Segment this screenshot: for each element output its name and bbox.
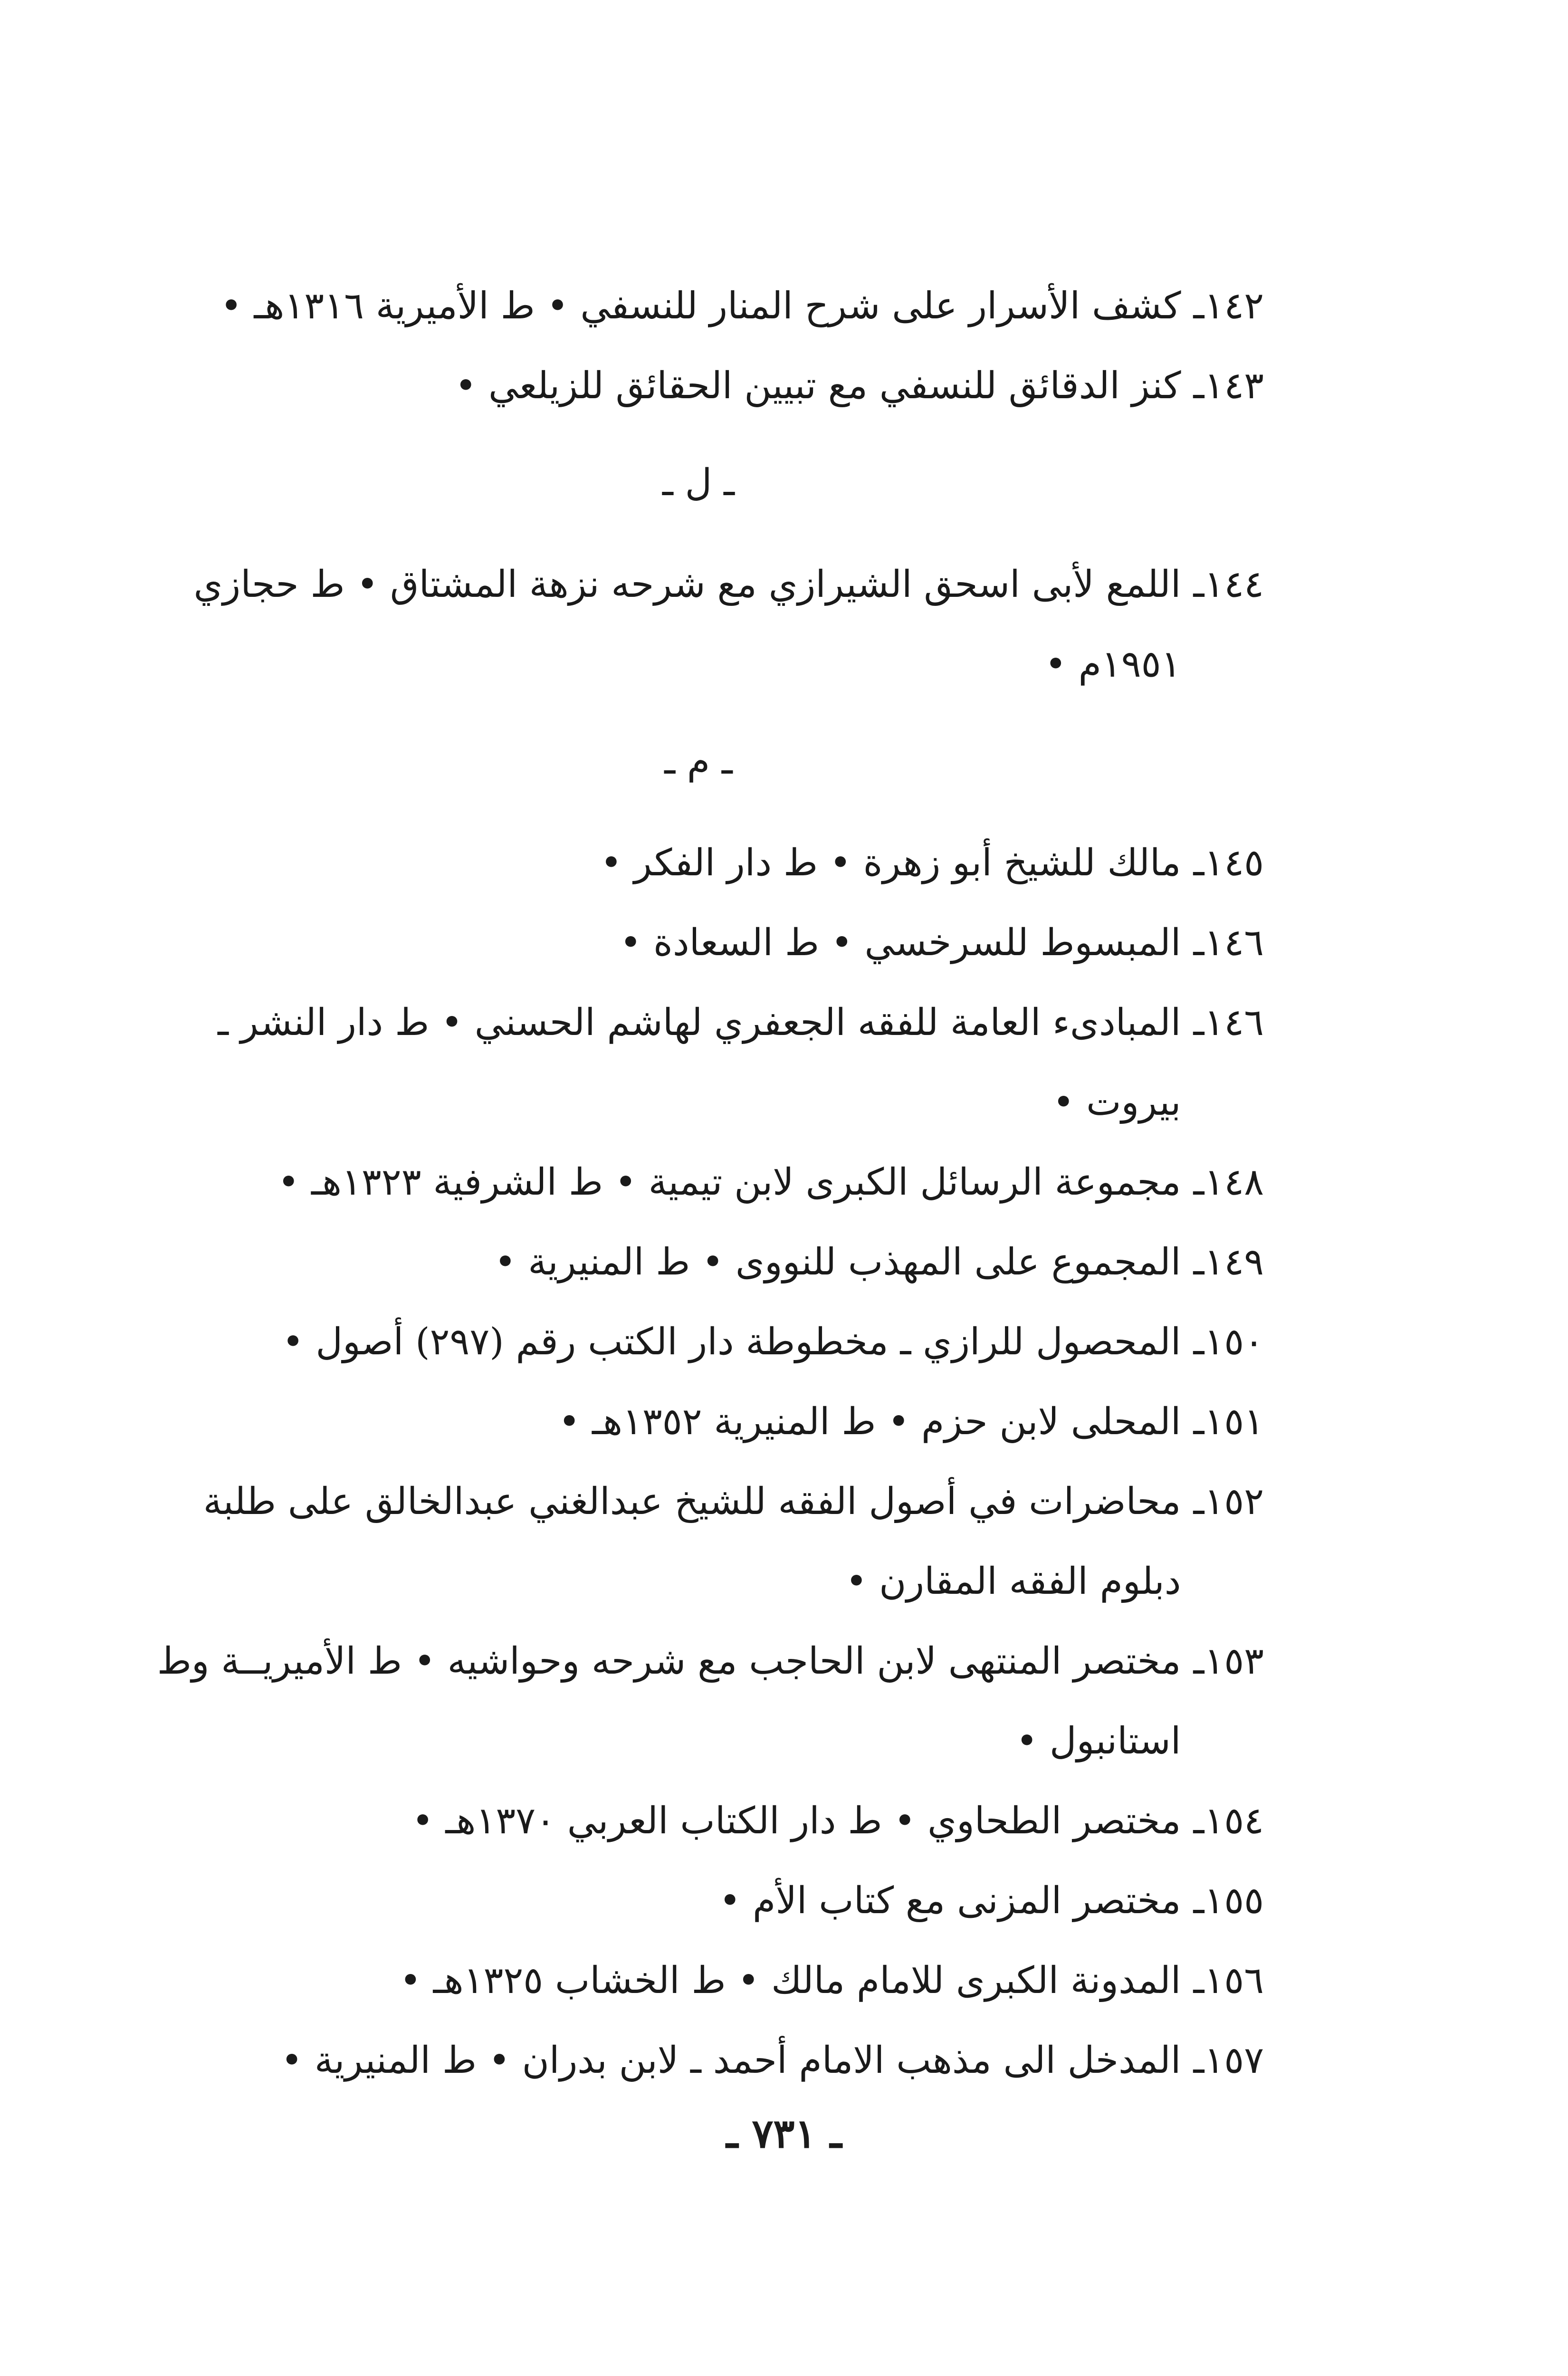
- entry-number: ١٥١ـ: [1193, 1400, 1264, 1443]
- page-number: ـ ٧٣١ ـ: [726, 2110, 842, 2157]
- list-item: [133, 266, 1264, 346]
- entry-number: ١٥٥ـ: [1193, 1879, 1264, 1922]
- entry-number: ١٤٣ـ: [1193, 364, 1264, 407]
- entry-number: ١٤٥ـ: [1193, 842, 1264, 884]
- list-item: [133, 983, 1264, 1142]
- list-item: [133, 1222, 1264, 1302]
- list-item: [133, 823, 1264, 903]
- list-item: [133, 1861, 1264, 1941]
- entry-text: المبادىء العامة للفقه الجعفري لهاشم الحسني • ط دار النشر ـ بيروت •: [218, 1001, 1181, 1124]
- entry-text: المدونة الكبرى للامام مالك • ط الخشاب ١٣٢٥هـ •: [399, 1959, 1181, 2002]
- entry-number: ١٤٨ـ: [1193, 1161, 1264, 1204]
- list-item: [133, 1941, 1264, 2021]
- section-header-mim: ـ م ـ: [664, 740, 733, 783]
- list-item: [133, 1621, 1264, 1781]
- entry-number: ١٤٦ـ: [1193, 1001, 1264, 1044]
- list-item: [133, 545, 1264, 704]
- list-item: [133, 346, 1264, 426]
- entry-text: المحلى لابن حزم • ط المنيرية ١٣٥٢هـ •: [558, 1400, 1181, 1443]
- entry-number: ١٤٢ـ: [1193, 285, 1264, 327]
- entry-number: ١٥٤ـ: [1193, 1800, 1264, 1842]
- entry-text: المجموع على المهذب للنووى • ط المنيرية •: [494, 1241, 1181, 1284]
- entry-number: ١٤٤ـ: [1193, 563, 1264, 606]
- entry-text: اللمع لأبى اسحق الشيرازي مع شرحه نزهة المشتاق • ط حجازي ١٩٥١م •: [193, 563, 1181, 686]
- entry-number: ١٥٧ـ: [1193, 2039, 1264, 2082]
- entry-text: مالك للشيخ أبو زهرة • ط دار الفكر •: [600, 842, 1181, 884]
- list-item: [133, 903, 1264, 983]
- entry-text: المدخل الى مذهب الامام أحمد ـ لابن بدران • ط المنيرية •: [281, 2039, 1181, 2082]
- list-item: [133, 1462, 1264, 1621]
- bibliography-list: [133, 266, 1264, 2100]
- entry-text: كنز الدقائق للنسفي مع تبيين الحقائق للزيلعي •: [455, 364, 1181, 407]
- entry-text: مختصر المنتهى لابن الحاجب مع شرحه وحواشيه • ط الأميريــة وط استانبول •: [157, 1640, 1181, 1763]
- list-item: [133, 1302, 1264, 1382]
- entry-number: ١٥٠ـ: [1193, 1321, 1264, 1363]
- entry-number: ١٥٦ـ: [1193, 1959, 1264, 2002]
- entry-text: محاضرات في أصول الفقه للشيخ عبدالغني عبدالخالق على طلبة دبلوم الفقه المقارن •: [203, 1480, 1181, 1603]
- entry-text: مجموعة الرسائل الكبرى لابن تيمية • ط الشرفية ١٣٢٣هـ •: [277, 1161, 1181, 1204]
- entry-text: المحصول للرازي ـ مخطوطة دار الكتب رقم (٢٩٧) أصول •: [282, 1321, 1181, 1363]
- section-header-lam: ـ ل ـ: [662, 461, 735, 504]
- list-item: [133, 1382, 1264, 1462]
- entry-number: ١٤٦ـ: [1193, 921, 1264, 964]
- list-item: [133, 1781, 1264, 1861]
- entry-text: كشف الأسرار على شرح المنار للنسفي • ط الأميرية ١٣١٦هـ •: [220, 285, 1181, 327]
- entry-text: المبسوط للسرخسي • ط السعادة •: [620, 921, 1181, 964]
- list-item: [133, 1142, 1264, 1222]
- list-item: [133, 2021, 1264, 2100]
- entry-number: ١٥٣ـ: [1193, 1640, 1264, 1683]
- entry-text: مختصر الطحاوي • ط دار الكتاب العربي ١٣٧٠هـ •: [411, 1800, 1181, 1842]
- entry-number: ١٥٢ـ: [1193, 1480, 1264, 1523]
- entry-text: مختصر المزنى مع كتاب الأم •: [719, 1879, 1181, 1922]
- entry-number: ١٤٩ـ: [1193, 1241, 1264, 1284]
